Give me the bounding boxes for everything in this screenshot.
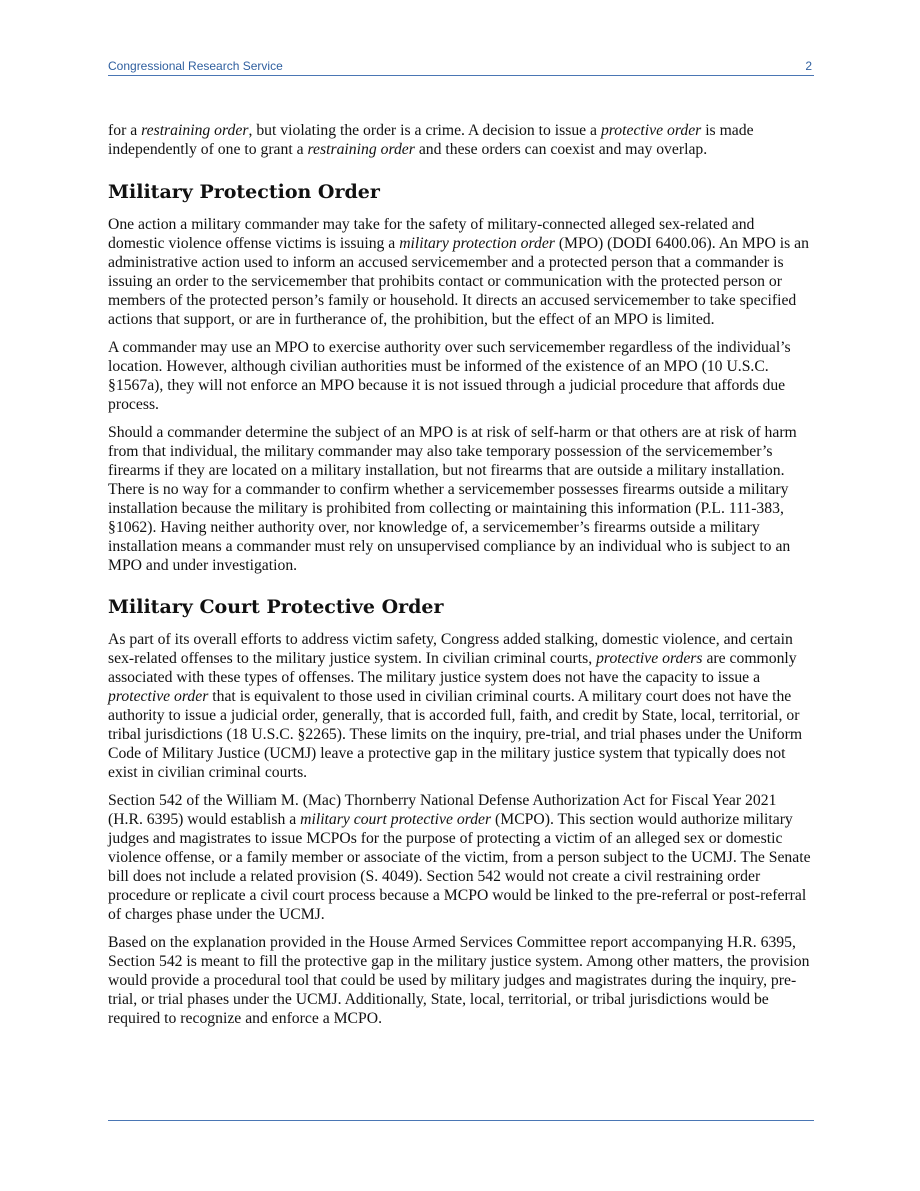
text-run: Section 542 of the William M. (Mac) Thornberry National Defense Authorization Act for Fiscal Year 2021 (H.R. 6395) would establish a — [108, 792, 777, 828]
paragraph: A commander may use an MPO to exercise authority over such servicemember regardless of the individual’s location. However, although civilian authorities must be informed of the existence of an MPO (10 U.S.C. §1567a), they will not enforce an MPO because it is not issued through a judicial procedure that affords due process. — [108, 339, 791, 413]
text-run: (MCPO). This section would authorize military judges and magistrates to issue MCPOs for the purpose of protecting a victim of an alleged sex or domestic violence offense, or a family member or associate of the victim, from a person subject to the UCMJ. The Senate bill does not include a related provision (S. 4049). Section 542 would not create a civil restraining order procedure or replicate a civil court process because a MCPO would be linked to the pre-referral or post-referral of charges phase under the UCMJ. — [108, 811, 811, 923]
paragraph — [108, 630, 814, 782]
section-heading-military-protection-order: Military Protection Order — [108, 181, 380, 203]
document-body — [108, 121, 814, 1037]
italic-term: protective order — [600, 122, 702, 139]
italic-term: protective orders — [596, 650, 703, 667]
text-run: for a — [108, 122, 142, 139]
text-run: One action a military commander may take for the safety of military-connected alleged sex-related and domestic violence offense victims is issuing a — [108, 216, 755, 252]
paragraph-continued — [108, 121, 814, 159]
italic-term: military protection order — [399, 235, 555, 252]
italic-term: military court protective order — [300, 811, 492, 828]
paragraph — [108, 791, 814, 924]
paragraph: Should a commander determine the subject of an MPO is at risk of self-harm or that others are at risk of harm from that individual, the military commander may also take temporary possession of the servicemember’s firearms if they are located on a military installation, but not firearms that are outside a military installation. There is no way for a commander to confirm whether a servicemember possesses firearms outside a military installation because the military is prohibited from collecting or maintaining this information (P.L. 111-383, §1062). Having neither authority over, nor knowledge of, a servicemember’s firearms outside a military installation means a commander must rely on unsupervised compliance by an individual who is subject to an MPO and under investigation. — [108, 424, 797, 574]
page-number: 2 — [805, 59, 812, 73]
text-run: and these orders can coexist and may overlap. — [414, 141, 708, 158]
header-organization: Congressional Research Service — [108, 59, 283, 73]
text-run: that is equivalent to those used in civilian criminal courts. A military court does not have the authority to issue a judicial order, generally, that is accorded full, faith, and credit by State, local, territorial, or tribal jurisdictions (18 U.S.C. §2265). These limits on the inquiry, pre-trial, and trial phases under the Uniform Code of Military Justice (UCMJ) leave a protective gap in the military justice system that typically does not exist in civilian criminal courts. — [108, 688, 803, 781]
text-run: , but violating the order is a crime. A decision to issue a — [248, 122, 601, 139]
page-header — [108, 58, 814, 76]
text-run: are commonly associated with these types of offenses. The military justice system does not have the capacity to issue a — [108, 650, 797, 686]
section-heading-military-court-protective-order: Military Court Protective Order — [108, 596, 444, 618]
italic-term: protective order — [108, 688, 209, 705]
footer-rule — [108, 1120, 814, 1121]
paragraph — [108, 215, 814, 329]
text-run: is made independently of one to grant a — [108, 122, 754, 158]
italic-term: restraining order — [141, 122, 249, 139]
paragraph: Based on the explanation provided in the House Armed Services Committee report accompanying H.R. 6395, Section 542 is meant to fill the protective gap in the military justice system. Among other matters, the provision would provide a procedural tool that could be used by military judges and magistrates during the inquiry, pre-trial, or trial phases under the UCMJ. Additionally, State, local, territorial, or tribal jurisdictions would be required to recognize and enforce a MCPO. — [108, 934, 810, 1027]
text-run: As part of its overall efforts to address victim safety, Congress added stalking, domestic violence, and certain sex-related offenses to the military justice system. In civilian criminal courts, — [108, 631, 793, 667]
italic-term: restraining order — [307, 141, 415, 158]
text-run: (MPO) (DODI 6400.06). An MPO is an administrative action used to inform an accused servicemember and a protected person that a commander is issuing an order to the servicemember that prohibits contact or communication with the protected person or members of the protected person’s family or household. It directs an accused servicemember to take specified actions that support, or are in furtherance of, the prohibition, but the effect of an MPO is limited. — [108, 235, 809, 328]
